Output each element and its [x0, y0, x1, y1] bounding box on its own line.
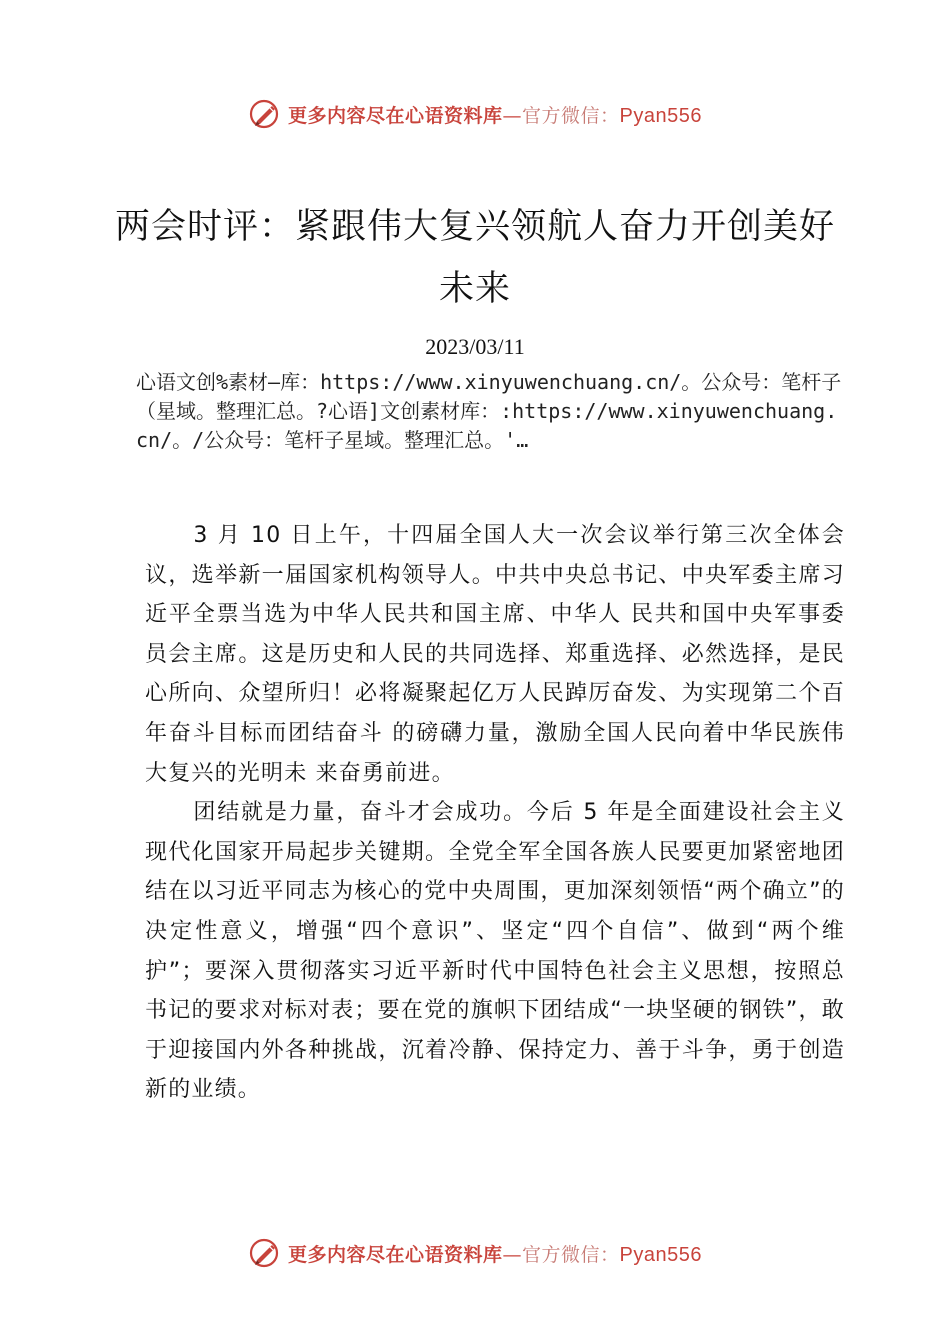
- document-title: 两会时评：紧跟伟大复兴领航人奋力开创美好未来: [114, 207, 835, 309]
- banner-wechat-id: Pyan556: [619, 1243, 702, 1266]
- banner-text: [288, 1240, 702, 1267]
- source-note: 心语文创%素材—库：https://www.xinyuwenchuang.cn/。公众号：笔杆子（星域。整理汇总。?心语]文创素材库：:https://www.xinyuwenchuang.cn/。/公众号：笔杆子星域。整理汇总。'…: [136, 370, 842, 452]
- article-body: [145, 516, 845, 1110]
- banner-dash: —: [502, 1243, 523, 1266]
- banner-text: [288, 101, 702, 128]
- paragraph: 团结就是力量，奋斗才会成功。今后 5 年是全面建设社会主义现代化国家开局起步关键期。全党全军全国各族人民要更加紧密地团结在以习近平同志为核心的党中央周围，更加深刻领悟“两个确立”的决定性意义，增强“四个意识”、坚定“四个自信”、做到“两个维护”；要深入贯彻落实习近平新时代中国特色社会主义思想，按照总书记的要求对标对表；要在党的旗帜下团结成“一块坚硬的钢铁”，敢于迎接国内外各种挑战，沉着冷静、保持定力、善于斗争，勇于创造新的业绩。: [145, 800, 845, 1103]
- banner-wechat-label: 官方微信：: [522, 104, 620, 127]
- banner-dash: —: [502, 104, 523, 127]
- paragraph: 3 月 10 日上午，十四届全国人大一次会议举行第三次全体会议，选举新一届国家机构领导人。中共中央总书记、中央军委主席习近平全票当选为中华人民共和国主席、中华人 民共和国中央军事委员会主席。这是历史和人民的共同选择、郑重选择、必然选择，是民心所向、众望所归！必将凝聚起亿万人民踔厉奋发、为实现第二个百年奋斗目标而团结奋斗 的磅礴力量，激励全国人民向着中华民族伟大复兴的光明未 来奋勇前进。: [145, 523, 845, 786]
- banner-brand: 更多内容尽在心语资料库: [288, 1243, 503, 1266]
- banner-wechat-id: Pyan556: [619, 104, 702, 127]
- document-date: 2023/03/11: [425, 334, 525, 359]
- pen-logo-icon: [248, 1236, 282, 1270]
- pen-logo-icon: [248, 97, 282, 131]
- banner-wechat-label: 官方微信：: [522, 1243, 620, 1266]
- footer-banner: [0, 1233, 950, 1273]
- header-banner: [0, 94, 950, 134]
- banner-brand: 更多内容尽在心语资料库: [288, 104, 503, 127]
